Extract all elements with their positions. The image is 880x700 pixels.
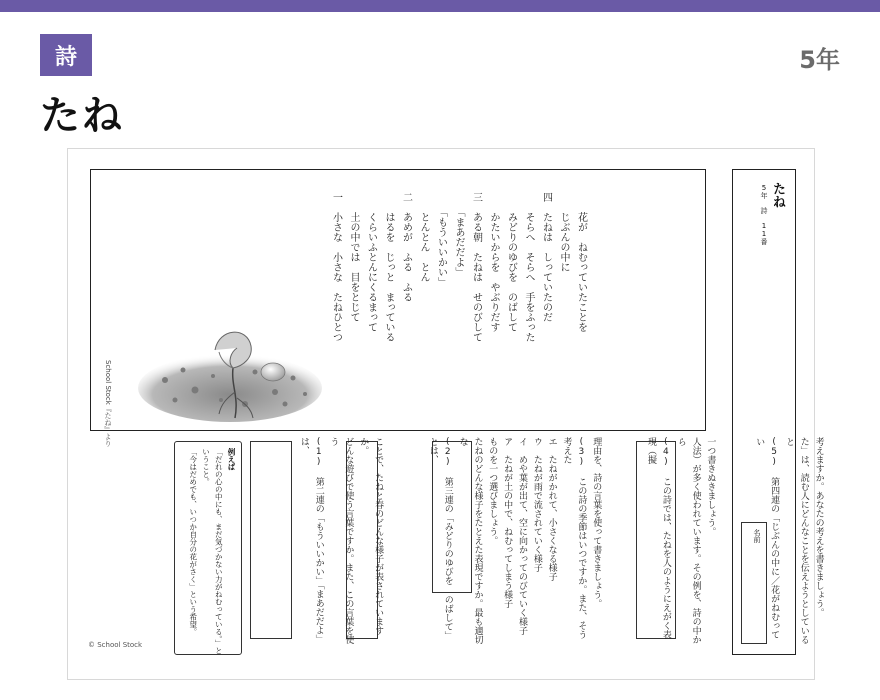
category-badge: 詩 bbox=[40, 34, 92, 76]
example-heading: 例えば bbox=[227, 448, 236, 471]
question-line: たねのどんな様子をたとえた表現ですか。最も適切な bbox=[457, 437, 483, 644]
example-line: いうこと。 bbox=[201, 448, 211, 486]
question-line: 一つ書きぬきましょう。 bbox=[705, 437, 716, 536]
poem-line: 「まあだだよ」 bbox=[453, 192, 464, 277]
question-line: (1) 第二連の「もういいかい」「まあだだよ」は、 bbox=[298, 437, 324, 644]
poem-line: 「もういいかい」 bbox=[435, 192, 447, 287]
question-line: (4) この詩では、たねを人のようにえがく表現（擬 bbox=[646, 437, 671, 639]
poem-line: みどりのゆびを のばして bbox=[505, 192, 517, 332]
question-line: (5) 第四連の「じぶんの中に／花がねむってい bbox=[754, 437, 780, 639]
illustration-credit: School Stock『たね』より bbox=[104, 360, 112, 447]
poem-line: そらへ そらへ 手をふった bbox=[523, 192, 534, 342]
name-label: 名前 bbox=[753, 529, 761, 543]
poem-text bbox=[327, 192, 590, 342]
poem-line: かたいからを やぶりだす bbox=[488, 192, 499, 332]
poem-line: はるを じっと まっている bbox=[383, 192, 394, 342]
question-line: ア たねが土の中で、ねむってしまう様子 bbox=[502, 437, 513, 608]
poem-line: じぶんの中に bbox=[558, 192, 569, 272]
grade-label: 5年 bbox=[799, 46, 840, 74]
question-line: ウ たねが雨で流されていく様子 bbox=[531, 437, 542, 572]
poem-line: 土の中では 目をとじて bbox=[348, 192, 359, 322]
sheet-title: たね bbox=[770, 182, 785, 208]
poem-line: くらいふとんにくるまって bbox=[365, 192, 377, 332]
question-line: どんな遊びで使う言葉ですか。また、この言葉を使う bbox=[328, 437, 354, 644]
page-title: たね bbox=[40, 93, 124, 139]
question-line: (3) この詩の季節はいつですか。また、そう考えた bbox=[561, 437, 587, 639]
question-line: (2) 第三連の「みどりのゆびを のばして」とは、 bbox=[427, 437, 453, 640]
poem-line: 花が ねむっていたことを bbox=[575, 192, 587, 332]
seedling-illustration bbox=[135, 300, 325, 428]
poem-line: 一 小さな 小さな たねひとつ bbox=[330, 192, 342, 342]
worksheet-preview[interactable] bbox=[67, 148, 824, 680]
answer-box-5[interactable] bbox=[250, 441, 292, 639]
poem-line: 二 あめが ふる ふる bbox=[400, 192, 412, 302]
question-line: 考えますか。あなたの考えを書きましょう。 bbox=[813, 437, 824, 617]
poem-box bbox=[90, 169, 706, 447]
poem-line: 三 ある朝 たねは せのびして bbox=[470, 192, 482, 342]
example-line: 「今はだめでも、いつか自分の花がさく」という希望。 bbox=[188, 448, 198, 636]
sheet-subtitle: 5年 詩 11番 bbox=[760, 184, 768, 245]
question-line: ものを一つ選びましょう。 bbox=[487, 437, 498, 545]
questions-text bbox=[296, 437, 826, 647]
poem-line: 四 たねは しっていたのだ bbox=[540, 192, 552, 322]
question-line: た」は、読む人にどんなことを伝えようとしていると bbox=[783, 437, 809, 644]
question-line: 理由を、詩の言葉を使って書きましょう。 bbox=[591, 437, 602, 608]
question-line: イ めや葉が出て、空に向かってのびていく様子 bbox=[516, 437, 527, 635]
question-line: 人法）が多く使われています。その例を、詩の中から bbox=[675, 437, 701, 644]
example-line: 「だれの心の中にも、まだ気づかない力がねむっている。」と bbox=[214, 448, 224, 655]
example-box bbox=[174, 441, 242, 655]
question-line: エ たねがかれて、小さくなる様子 bbox=[546, 437, 557, 581]
example-text bbox=[186, 448, 237, 654]
question-line: ことで、たねと春のどんな様子が表されていますか。 bbox=[358, 437, 384, 635]
top-accent-bar bbox=[0, 0, 880, 12]
poem-line: とんとん とん bbox=[418, 192, 429, 282]
copyright: © School Stock bbox=[88, 641, 143, 649]
